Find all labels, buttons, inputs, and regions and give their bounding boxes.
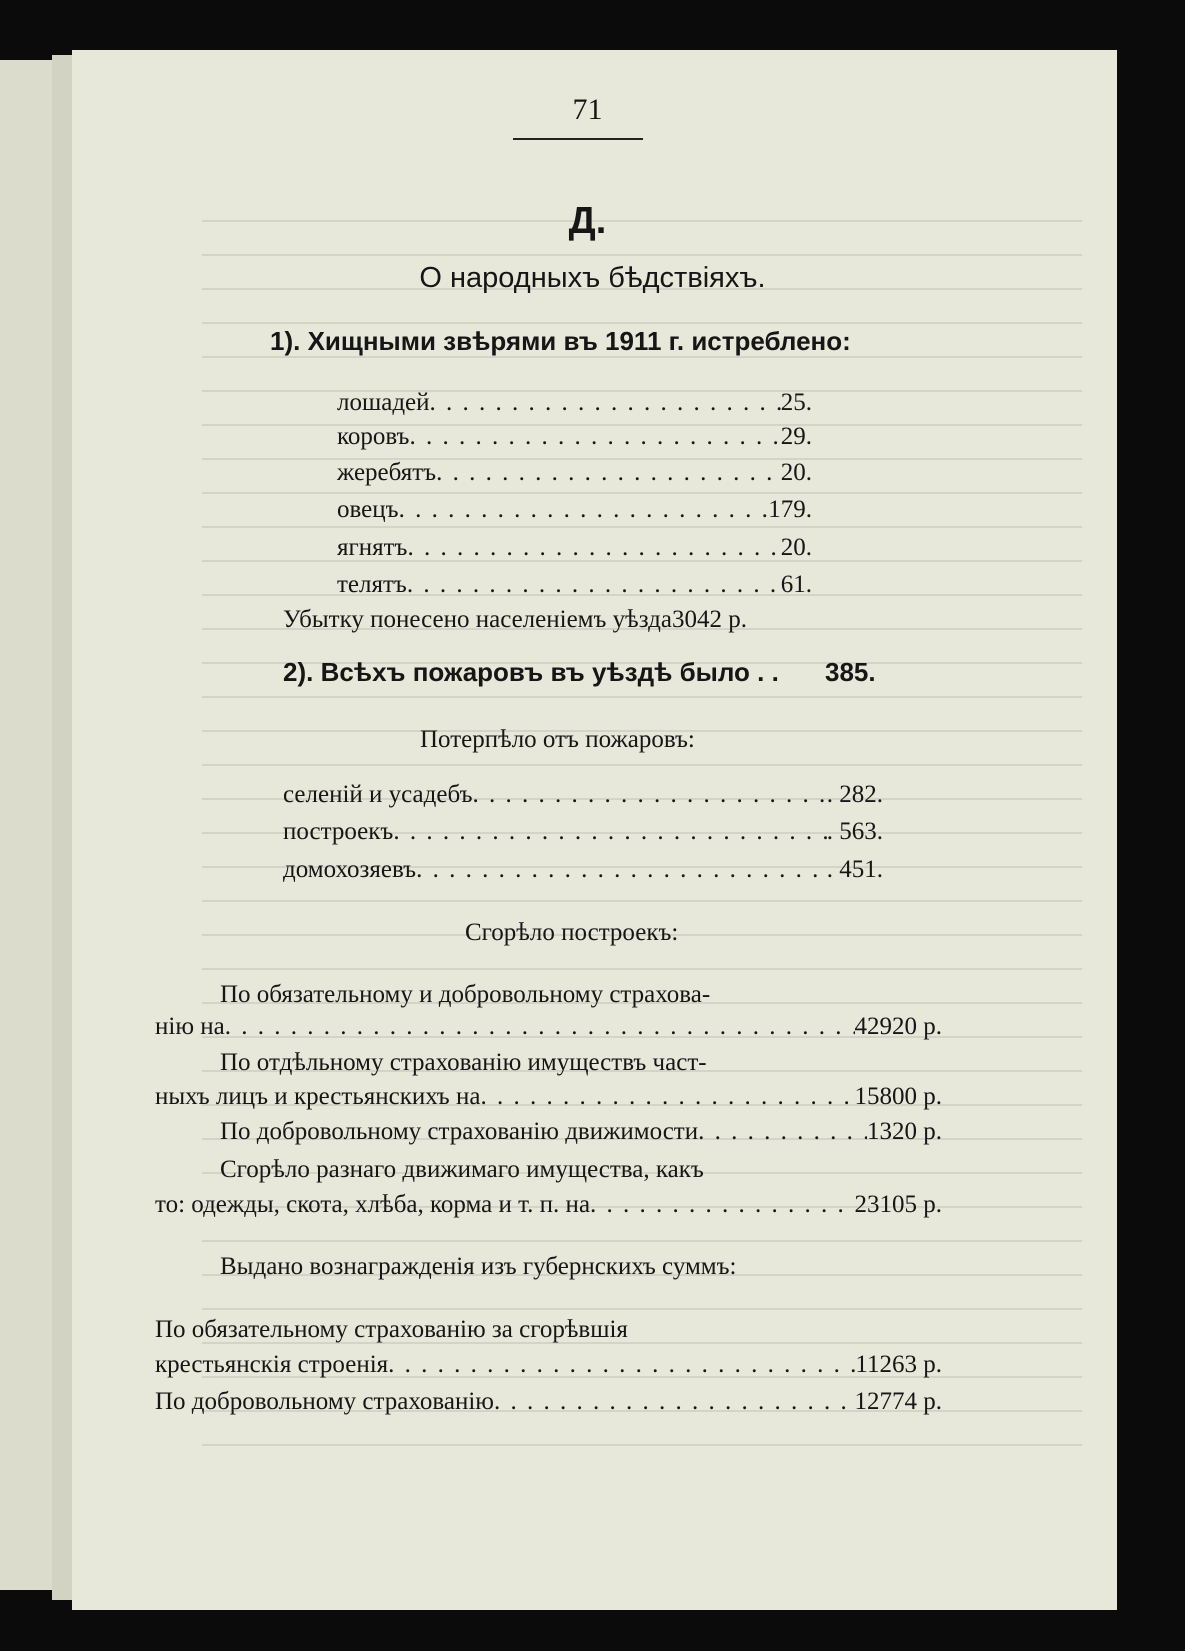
dot-leader bbox=[436, 458, 781, 488]
dot-leader bbox=[430, 388, 781, 418]
loss-label: Убытку понесено населеніемъ уѣзда bbox=[283, 606, 672, 633]
page-number: 71 bbox=[572, 93, 603, 126]
suffered-label: построекъ bbox=[283, 818, 394, 845]
predator-label: жеребятъ bbox=[337, 459, 437, 486]
predator-row bbox=[337, 495, 812, 525]
suffered-value: . 282. bbox=[826, 781, 883, 808]
reward-label: крестьянскія строенія bbox=[155, 1351, 389, 1378]
reward-row bbox=[155, 1350, 942, 1380]
burned-row bbox=[155, 1190, 942, 1220]
reward-label: По добровольному страхованію bbox=[155, 1388, 494, 1415]
predator-value: 20. bbox=[780, 534, 812, 561]
burned-value: 1320 р. bbox=[867, 1118, 942, 1145]
burned-value: 23105 р. bbox=[854, 1191, 942, 1218]
predators-heading: 1). Хищными звѣрями въ 1911 г. истреблено: bbox=[270, 326, 851, 356]
dot-leader bbox=[407, 570, 781, 600]
reward-heading: Выдано вознагражденія изъ губернскихъ суммъ: bbox=[220, 1253, 737, 1280]
burned-row bbox=[155, 1012, 942, 1042]
predator-value: 29. bbox=[780, 423, 812, 450]
dot-leader bbox=[698, 1117, 867, 1147]
predator-row bbox=[337, 570, 812, 600]
burned-label: нію на bbox=[155, 1013, 225, 1040]
burned-label: По добровольному страхованію движимости bbox=[220, 1118, 699, 1145]
dot-leader bbox=[399, 495, 769, 525]
burned-row bbox=[220, 1117, 942, 1147]
predator-value: 61. bbox=[780, 571, 812, 598]
burned-line-1: По отдѣльному страхованію имуществъ част- bbox=[220, 1049, 707, 1076]
dot-leader bbox=[388, 1350, 855, 1380]
burned-value: 42920 р. bbox=[854, 1013, 942, 1040]
reward-value: 12774 р. bbox=[854, 1388, 942, 1415]
dot-leader bbox=[473, 780, 827, 810]
burned-value: 15800 р. bbox=[854, 1083, 942, 1110]
suffered-row bbox=[283, 780, 883, 810]
loss-line bbox=[283, 605, 747, 635]
predator-value: 20. bbox=[780, 459, 812, 486]
predator-label: овецъ bbox=[337, 496, 399, 523]
fires-total: 385. bbox=[825, 657, 876, 687]
predator-row bbox=[337, 388, 812, 418]
suffered-label: селеній и усадебъ bbox=[283, 781, 473, 808]
section-title: О народныхъ бѣдствіяхъ. bbox=[419, 262, 766, 294]
burned-row bbox=[155, 1082, 942, 1112]
suffered-row bbox=[283, 817, 883, 847]
predator-row bbox=[337, 533, 812, 563]
dot-leader bbox=[407, 533, 780, 563]
loss-value: 3042 р. bbox=[672, 606, 747, 633]
dot-leader bbox=[225, 1012, 855, 1042]
predator-label: коровъ bbox=[337, 423, 410, 450]
suffered-row bbox=[283, 855, 883, 885]
page-gutter bbox=[52, 55, 72, 1600]
predator-label: лошадей bbox=[337, 389, 430, 416]
suffered-value: . 563. bbox=[826, 818, 883, 845]
reward-row bbox=[155, 1387, 942, 1417]
suffered-heading: Потерпѣло отъ пожаровъ: bbox=[420, 726, 695, 753]
burned-label: то: одежды, скота, хлѣба, корма и т. п. на bbox=[155, 1191, 591, 1218]
dot-leader bbox=[494, 1387, 855, 1417]
fires-heading: 2). Всѣхъ пожаровъ въ уѣздѣ было . . bbox=[283, 657, 779, 687]
reward-line-1: По обязательному страхованію за сгорѣвшія bbox=[155, 1316, 628, 1343]
dot-leader bbox=[410, 422, 781, 452]
predator-label: ягнятъ bbox=[337, 534, 408, 561]
dot-leader bbox=[480, 1082, 854, 1112]
suffered-value: . 451. bbox=[826, 856, 883, 883]
predator-value: 25. bbox=[780, 389, 812, 416]
burned-label: ныхъ лицъ и крестьянскихъ на bbox=[155, 1083, 481, 1110]
predator-row bbox=[337, 458, 812, 488]
burned-line-1: По обязательному и добровольному страхова- bbox=[220, 981, 711, 1008]
section-letter: Д. bbox=[568, 200, 607, 242]
suffered-label: домохозяевъ bbox=[283, 856, 417, 883]
previous-page-edge bbox=[0, 60, 54, 1590]
page-number-rule bbox=[513, 138, 643, 140]
burned-heading: Сгорѣло построекъ: bbox=[465, 919, 679, 946]
dot-leader bbox=[416, 855, 827, 885]
predator-row bbox=[337, 422, 812, 452]
burned-line-1: Сгорѣло разнаго движимаго имущества, какъ bbox=[220, 1156, 704, 1183]
dot-leader bbox=[590, 1190, 854, 1220]
predator-label: телятъ bbox=[337, 571, 407, 598]
reward-value: 11263 р. bbox=[855, 1351, 942, 1378]
dot-leader bbox=[393, 817, 826, 847]
predator-value: 179. bbox=[768, 496, 812, 523]
